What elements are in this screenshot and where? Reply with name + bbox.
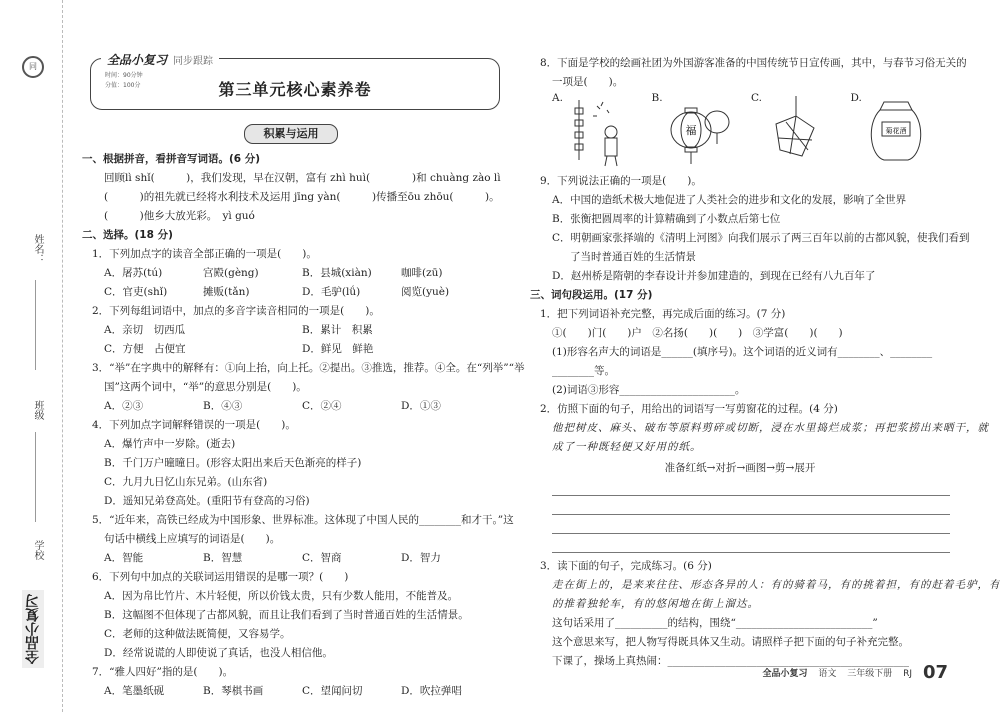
answer-option[interactable]: D．①③ [401, 400, 441, 412]
s3-q2-stem: 2．仿照下面的句子，用给出的词语写一写剪窗花的过程。(4 分) [540, 403, 838, 415]
answer-options-row [82, 283, 500, 302]
exam-meta: 时间：90分钟 分值：100分 [105, 72, 143, 89]
question-line: 6．下列句中加点的关联词运用错误的是哪一项？( ) [92, 571, 349, 583]
pic-option-b: B. 福 [652, 92, 752, 172]
section-heading: 二、选择。(18 分) [82, 229, 173, 241]
q9-option-d: D．赵州桥是隋朝的李春设计并参加建造的，到现在已经有八九百年了 [552, 270, 876, 282]
answer-line[interactable] [552, 517, 950, 534]
school-field-label: 学校 [32, 540, 43, 560]
q9-option-c: C．明朝画家张择端的《清明上河图》向我们展示了两三百年以前的古都风貌，使我们看到 [552, 232, 970, 244]
s3-q2-steps: 准备红纸→对折→画图→剪→展开 [664, 462, 816, 474]
question-line: C．九月九日忆山东兄弟。(山东省) [104, 476, 268, 488]
question-line: C．老师的这种做法既简便，又容易学。 [104, 628, 291, 640]
answer-option[interactable]: B．县城(xiàn) [302, 267, 372, 279]
left-column [82, 53, 525, 701]
wine-jar-icon [866, 94, 928, 168]
answer-line[interactable] [552, 498, 950, 515]
spine-brand-logo: 全品小复习 [22, 590, 44, 668]
answer-option[interactable]: C．智商 [302, 552, 342, 564]
answer-option[interactable]: 摊贩(tǎn) [203, 286, 250, 298]
q9-option-b: B．张衡把圆周率的计算精确到了小数点后第七位 [552, 213, 781, 225]
s3-q3-passage: 走在街上的，是来来往往、形态各异的人：有的骑着马，有的挑着担，有的赶着毛驴，有 [552, 579, 1000, 591]
paper-header [90, 53, 500, 110]
s3-q1-stem: 1．把下列词语补充完整，再完成后面的练习。(7 分) [540, 308, 786, 320]
answer-option[interactable]: 阅览(yuè) [401, 286, 450, 298]
question-line: 5．“近年来，高铁已经成为中国形象、世界标准。这体现了中国人民的________和才干。”这 [92, 514, 514, 526]
answer-option[interactable]: C．望闻问切 [302, 685, 363, 697]
s3-q3-task-cont: 这个意思来写，把人物写得既具体又生动。请照样子把下面的句子补充完整。 [552, 636, 909, 648]
question-line: D．经常说谎的人即使说了真话，也没人相信他。 [104, 647, 333, 659]
answer-option[interactable]: B．琴棋书画 [203, 685, 264, 697]
name-field-label: 姓名： [32, 234, 43, 264]
answer-options-row [82, 549, 500, 568]
answer-option[interactable]: C．方便 占便宜 [104, 343, 186, 355]
s3-q1-part1: (1)形容名声大的词语是______(填序号)。这个词语的近义词有________、________ [552, 346, 933, 358]
answer-option[interactable]: 咖啡(zū) [401, 267, 443, 279]
answer-option[interactable]: C．②④ [302, 400, 342, 412]
answer-line[interactable] [552, 479, 950, 496]
question-line: B．这幅图不但体现了古都风貌，而且让我们看到了当时普通百姓的生活情景。 [104, 609, 469, 621]
zongzi-icon [766, 94, 828, 168]
pic-option-a: A. [552, 92, 652, 172]
lantern-character: 福 [685, 124, 697, 137]
s3-q2-example: 他把树皮、麻头、破布等原料剪碎或切断，浸在水里捣烂成浆；再把浆捞出来晒干，就 [552, 422, 989, 434]
question-line: 句话中横线上应填写的词语是( )。 [104, 533, 281, 545]
answer-option[interactable]: A．笔墨纸砚 [104, 685, 165, 697]
jar-label: 菊花酒 [885, 127, 907, 135]
q8-stem-cont: 一项是( )。 [552, 76, 624, 88]
answer-line[interactable] [552, 536, 950, 553]
left-questions [82, 150, 525, 701]
question-line: ( )的祖先就已经将水利技术及运用 jīng yàn( )传播至ōu zhōu( )。 [104, 191, 500, 203]
question-line: 回顾lì shǐ( )，我们发现，早在汉朝，富有 zhì huì( )和 chuàng zào lì [104, 172, 501, 184]
question-line: A．爆竹声中一岁除。(逝去) [104, 438, 236, 450]
paper-title: 第三单元核心素养卷 [218, 80, 372, 99]
answer-option[interactable]: D．鲜见 鲜艳 [302, 343, 374, 355]
question-line: 4．下列加点字词解释错误的一项是( )。 [92, 419, 296, 431]
q8-pictures [530, 92, 950, 172]
answer-options-row [82, 321, 500, 340]
section3-heading: 三、词句段运用。(17 分) [530, 289, 653, 301]
brand-seal-icon: 同 [22, 56, 44, 78]
s3-q2-example-cont: 成了一种既轻便又好用的纸。 [552, 441, 702, 453]
section-banner: 积累与运用 [244, 124, 338, 144]
section-heading: 一、根据拼音，看拼音写词语。(6 分) [82, 153, 261, 165]
answer-option[interactable]: A．屠苏(tú) [104, 267, 163, 279]
class-field-label: 班级 [32, 400, 43, 420]
question-line: B．千门万户曈曈日。(形容太阳出来后天色渐亮的样子) [104, 457, 362, 469]
pic-option-d: D. 菊花酒 [851, 92, 951, 172]
s3-q3-stem: 3．读下面的句子，完成练习。(6 分) [540, 560, 712, 572]
q9-option-a: A．中国的造纸术极大地促进了人类社会的进步和文化的发展，影响了全世界 [552, 194, 907, 206]
firecracker-icon [567, 94, 629, 168]
answer-option[interactable]: C．官吏(shǐ) [104, 286, 168, 298]
pic-option-c: C. [751, 92, 851, 172]
answer-option[interactable]: D．智力 [401, 552, 441, 564]
answer-option[interactable]: B．智慧 [203, 552, 243, 564]
s3-q1-part1-cont: ________等。 [552, 365, 615, 377]
page-number: 07 [922, 662, 948, 683]
question-line: D．遥知兄弟登高处。(重阳节有登高的习俗) [104, 495, 310, 507]
answer-option[interactable]: B．④③ [203, 400, 243, 412]
answer-option[interactable]: A．②③ [104, 400, 144, 412]
q8-stem: 8．下面是学校的绘画社团为外国游客准备的中国传统节日宣传画，其中，与春节习俗无关的 [540, 57, 967, 69]
brand-tag: 全品小复习 同步跟踪 [101, 51, 219, 68]
question-line: 2．下列每组词语中，加点的多音字读音相同的一项是( )。 [92, 305, 380, 317]
binding-spine [0, 0, 63, 712]
s3-q1-words: ①( )门( )户 ②名扬( )( ) ③学富( )( ) [552, 327, 843, 339]
question-line: 1．下列加点字的读音全部正确的一项是( )。 [92, 248, 317, 260]
answer-option[interactable]: A．智能 [104, 552, 144, 564]
answer-options-row [82, 340, 500, 359]
s3-q3-fill: 下课了，操场上真热闹：______________________________________________ [552, 655, 909, 667]
s3-q3-task: 这句话采用了__________的结构，围绕“__________________________” [552, 617, 878, 629]
s3-q3-passage-cont: 的推着独轮车，有的悠闲地在街上溜达。 [552, 598, 759, 610]
s3-q1-part2: (2)词语③形容______________________。 [552, 384, 746, 396]
question-line: 国”这两个词中，“举”的意思分别是( )。 [104, 381, 307, 393]
answer-option[interactable]: B．累计 积累 [302, 324, 373, 336]
question-line: A．因为帛比竹片、木片轻便，所以价钱太贵，只有少数人能用，不能普及。 [104, 590, 459, 602]
answer-option[interactable]: 宫殿(gèng) [203, 267, 259, 279]
class-field-line [35, 432, 36, 522]
answer-options-row [82, 264, 500, 283]
page-footer: 全品小复习 语文 三年级下册 RJ 07 [762, 662, 948, 683]
right-column [530, 57, 1000, 671]
lantern-icon [667, 94, 733, 168]
answer-option[interactable]: D．吹拉弹唱 [401, 685, 462, 697]
q9-option-c-cont: 了当时普通百姓的生活情景 [570, 251, 696, 263]
answer-option[interactable]: A．亲切 切西瓜 [104, 324, 186, 336]
question-line: ( )他乡大放光彩。 yì guó [104, 210, 255, 222]
question-line: 3．“举”在字典中的解释有：①向上抬，向上托。②提出。③推选，推荐。④全。在“列举”“举 [92, 362, 525, 374]
name-field-line [35, 280, 36, 370]
answer-options-row [82, 682, 500, 701]
question-line: 7．“雅人四好”指的是( )。 [92, 666, 234, 678]
q9-stem: 9．下列说法正确的一项是( )。 [540, 175, 702, 187]
answer-option[interactable]: D．毛驴(lǘ) [302, 286, 361, 298]
answer-options-row [82, 397, 500, 416]
